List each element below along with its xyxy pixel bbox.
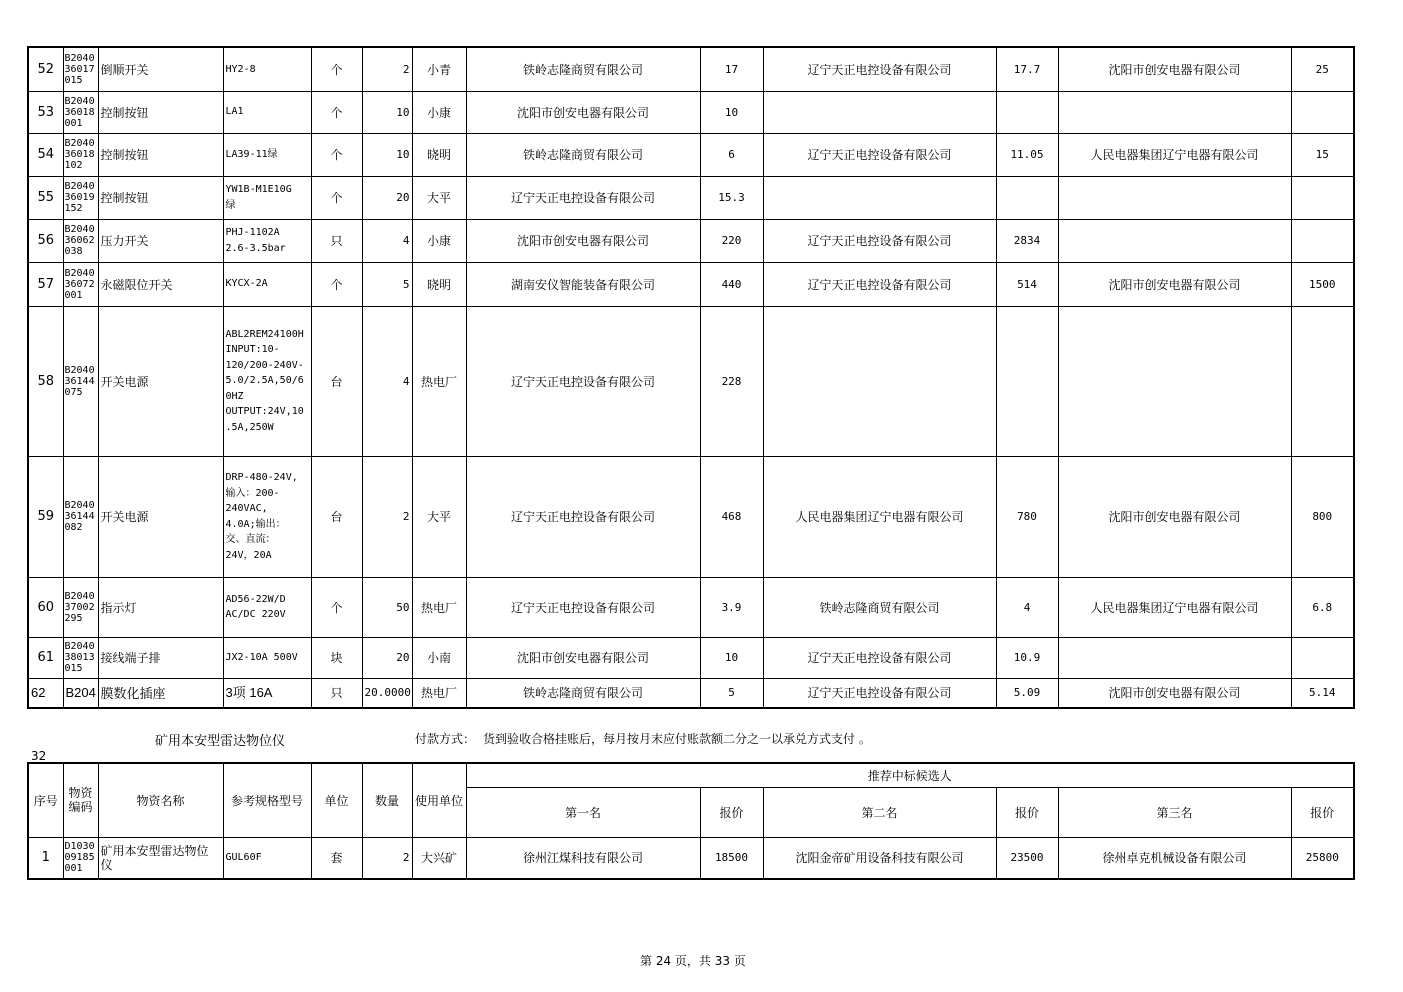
table-row [28, 456, 1354, 577]
row-code: B2040 36019 152 [63, 176, 98, 219]
row-spec: YW1B-M1E10G 绿 [223, 176, 311, 219]
row-name: 控制按钮 [98, 176, 223, 219]
row-supplier-1: 辽宁天正电控设备有限公司 [466, 176, 700, 219]
header-code: 物资 编码 [63, 763, 98, 837]
header-seq: 序号 [28, 763, 63, 837]
header-price-1: 报价 [700, 787, 763, 837]
header-candidates: 推荐中标候选人 [466, 763, 1354, 787]
row-unit: 只 [311, 219, 362, 262]
row-unit: 个 [311, 262, 362, 306]
row-name: 开关电源 [98, 456, 223, 577]
table-row [28, 47, 1354, 91]
row-name: 膜数化插座 [98, 678, 223, 708]
row-spec: GUL60F [223, 837, 311, 879]
row-unit: 块 [311, 637, 362, 678]
row-supplier-1: 湖南安仪智能装备有限公司 [466, 262, 700, 306]
row-seq: 56 [28, 219, 63, 262]
row-seq: 1 [28, 837, 63, 879]
row-price-1: 10 [700, 91, 763, 133]
header-price-2: 报价 [996, 787, 1058, 837]
row-supplier-3 [1058, 176, 1291, 219]
header-price-3: 报价 [1291, 787, 1354, 837]
section-number: 32 [31, 749, 47, 763]
row-price-3: 6.8 [1291, 577, 1354, 637]
row-supplier-2: 辽宁天正电控设备有限公司 [763, 219, 996, 262]
row-name: 压力开关 [98, 219, 223, 262]
row-seq: 60 [28, 577, 63, 637]
row-code: B2040 36017 015 [63, 47, 98, 91]
row-price-2: 2834 [996, 219, 1058, 262]
row-price-1: 6 [700, 133, 763, 176]
row-supplier-2: 辽宁天正电控设备有限公司 [763, 133, 996, 176]
table-row [28, 219, 1354, 262]
row-price-1: 468 [700, 456, 763, 577]
row-spec: LA1 [223, 91, 311, 133]
table-row [28, 637, 1354, 678]
row-price-2: 5.09 [996, 678, 1058, 708]
row-spec: 3项 16A [223, 678, 311, 708]
payment-label: 付款方式： [415, 732, 476, 746]
header-qty: 数量 [362, 763, 412, 837]
row-name: 控制按钮 [98, 133, 223, 176]
row-user: 晓明 [412, 133, 466, 176]
row-unit: 台 [311, 456, 362, 577]
row-price-2: 4 [996, 577, 1058, 637]
row-supplier-1: 铁岭志隆商贸有限公司 [466, 133, 700, 176]
row-code: D1030 09185 001 [63, 837, 98, 879]
row-supplier-3: 沈阳市创安电器有限公司 [1058, 456, 1291, 577]
row-code: B2040 36144 075 [63, 306, 98, 456]
row-supplier-1: 辽宁天正电控设备有限公司 [466, 456, 700, 577]
header-third: 第三名 [1058, 787, 1291, 837]
row-price-2 [996, 306, 1058, 456]
row-price-3: 25800 [1291, 837, 1354, 879]
row-name: 开关电源 [98, 306, 223, 456]
row-seq: 55 [28, 176, 63, 219]
page-footer: 第 24 页，共 33 页 [640, 954, 746, 968]
row-user: 大兴矿 [412, 837, 466, 879]
row-spec: HY2-8 [223, 47, 311, 91]
row-price-3 [1291, 176, 1354, 219]
row-price-1: 15.3 [700, 176, 763, 219]
row-spec: LA39-11绿 [223, 133, 311, 176]
row-qty: 2 [362, 47, 412, 91]
row-supplier-3 [1058, 91, 1291, 133]
row-price-3 [1291, 637, 1354, 678]
row-supplier-1: 铁岭志隆商贸有限公司 [466, 678, 700, 708]
row-seq: 57 [28, 262, 63, 306]
row-price-1: 220 [700, 219, 763, 262]
row-unit: 套 [311, 837, 362, 879]
row-user: 大平 [412, 176, 466, 219]
row-name: 永磁限位开关 [98, 262, 223, 306]
row-price-3: 15 [1291, 133, 1354, 176]
row-name: 控制按钮 [98, 91, 223, 133]
row-price-1: 10 [700, 637, 763, 678]
row-supplier-1: 沈阳市创安电器有限公司 [466, 637, 700, 678]
section-title: 矿用本安型雷达物位仪 [155, 734, 286, 749]
table-row [28, 837, 1354, 879]
row-supplier-3: 人民电器集团辽宁电器有限公司 [1058, 577, 1291, 637]
row-unit: 个 [311, 133, 362, 176]
row-price-2: 23500 [996, 837, 1058, 879]
row-supplier-1: 辽宁天正电控设备有限公司 [466, 577, 700, 637]
row-price-2 [996, 176, 1058, 219]
row-qty: 20 [362, 176, 412, 219]
row-price-3: 25 [1291, 47, 1354, 91]
table-row [28, 306, 1354, 456]
row-supplier-2: 辽宁天正电控设备有限公司 [763, 262, 996, 306]
row-price-1: 440 [700, 262, 763, 306]
row-price-3 [1291, 91, 1354, 133]
row-user: 大平 [412, 456, 466, 577]
header-second: 第二名 [763, 787, 996, 837]
row-price-3: 800 [1291, 456, 1354, 577]
row-user: 热电厂 [412, 678, 466, 708]
row-supplier-2: 铁岭志隆商贸有限公司 [763, 577, 996, 637]
row-supplier-3 [1058, 637, 1291, 678]
row-supplier-3: 人民电器集团辽宁电器有限公司 [1058, 133, 1291, 176]
row-name: 倒顺开关 [98, 47, 223, 91]
row-seq: 54 [28, 133, 63, 176]
row-spec: AD56-22W/D AC/DC 220V [223, 577, 311, 637]
table-row [28, 133, 1354, 176]
table-row [28, 91, 1354, 133]
header-user: 使用单位 [412, 763, 466, 837]
row-seq: 52 [28, 47, 63, 91]
row-supplier-1: 辽宁天正电控设备有限公司 [466, 306, 700, 456]
row-user: 小康 [412, 91, 466, 133]
row-seq: 61 [28, 637, 63, 678]
table-row [28, 678, 1354, 708]
materials-table-2 [27, 762, 1355, 880]
header-name: 物资名称 [98, 763, 223, 837]
row-supplier-3 [1058, 306, 1291, 456]
row-user: 小康 [412, 219, 466, 262]
row-spec: ABL2REM24100H INPUT:10- 120/200-240V- 5.0/2.5A,50/6 0HZ OUTPUT:24V,10 .5A,250W [223, 306, 311, 456]
row-seq: 58 [28, 306, 63, 456]
row-qty: 2 [362, 456, 412, 577]
row-price-1: 3.9 [700, 577, 763, 637]
row-supplier-2: 辽宁天正电控设备有限公司 [763, 678, 996, 708]
row-spec: JX2-10A 500V [223, 637, 311, 678]
row-unit: 只 [311, 678, 362, 708]
row-qty: 20.0000 [362, 678, 412, 708]
row-price-2 [996, 91, 1058, 133]
row-supplier-1: 沈阳市创安电器有限公司 [466, 91, 700, 133]
table-row [28, 176, 1354, 219]
row-unit: 台 [311, 306, 362, 456]
header-spec: 参考规格型号 [223, 763, 311, 837]
row-code: B2040 36072 001 [63, 262, 98, 306]
row-supplier-2 [763, 306, 996, 456]
row-supplier-3 [1058, 219, 1291, 262]
row-code: B2040 36062 038 [63, 219, 98, 262]
row-user: 晓明 [412, 262, 466, 306]
row-user: 小青 [412, 47, 466, 91]
row-supplier-3: 沈阳市创安电器有限公司 [1058, 47, 1291, 91]
table-row [28, 577, 1354, 637]
row-supplier-3: 徐州卓克机械设备有限公司 [1058, 837, 1291, 879]
row-qty: 10 [362, 133, 412, 176]
header-unit: 单位 [311, 763, 362, 837]
row-price-1: 17 [700, 47, 763, 91]
row-supplier-2 [763, 176, 996, 219]
row-spec: KYCX-2A [223, 262, 311, 306]
row-price-2: 17.7 [996, 47, 1058, 91]
table-row [28, 262, 1354, 306]
row-supplier-3: 沈阳市创安电器有限公司 [1058, 678, 1291, 708]
row-unit: 个 [311, 577, 362, 637]
materials-table-1 [27, 46, 1355, 709]
row-qty: 10 [362, 91, 412, 133]
row-code: B2040 36018 001 [63, 91, 98, 133]
row-price-1: 18500 [700, 837, 763, 879]
row-name: 接线端子排 [98, 637, 223, 678]
row-code: B2040 38013 015 [63, 637, 98, 678]
row-seq: 62 [28, 678, 63, 708]
row-supplier-2: 人民电器集团辽宁电器有限公司 [763, 456, 996, 577]
row-price-3: 5.14 [1291, 678, 1354, 708]
row-price-2: 10.9 [996, 637, 1058, 678]
row-price-3 [1291, 219, 1354, 262]
row-supplier-1: 沈阳市创安电器有限公司 [466, 219, 700, 262]
row-qty: 4 [362, 219, 412, 262]
row-price-1: 228 [700, 306, 763, 456]
header-first: 第一名 [466, 787, 700, 837]
row-supplier-2 [763, 91, 996, 133]
row-spec: PHJ-1102A 2.6-3.5bar [223, 219, 311, 262]
row-price-3 [1291, 306, 1354, 456]
row-supplier-3: 沈阳市创安电器有限公司 [1058, 262, 1291, 306]
row-supplier-2: 沈阳金帝矿用设备科技有限公司 [763, 837, 996, 879]
row-name: 指示灯 [98, 577, 223, 637]
row-supplier-2: 辽宁天正电控设备有限公司 [763, 637, 996, 678]
row-user: 热电厂 [412, 306, 466, 456]
row-qty: 5 [362, 262, 412, 306]
row-supplier-1: 铁岭志隆商贸有限公司 [466, 47, 700, 91]
row-code: B2040 36018 102 [63, 133, 98, 176]
payment-text: 货到验收合格挂账后，每月按月末应付账款额二分之一以承兑方式支付 。 [483, 732, 871, 746]
row-qty: 4 [362, 306, 412, 456]
row-price-3: 1500 [1291, 262, 1354, 306]
row-code: B204 [63, 678, 98, 708]
row-spec: DRP-480-24V, 输入：200- 240VAC, 4.0A;输出： 交、直流： 24V，20A [223, 456, 311, 577]
row-qty: 2 [362, 837, 412, 879]
row-qty: 50 [362, 577, 412, 637]
row-seq: 59 [28, 456, 63, 577]
row-price-2: 780 [996, 456, 1058, 577]
row-code: B2040 37002 295 [63, 577, 98, 637]
row-seq: 53 [28, 91, 63, 133]
row-code: B2040 36144 082 [63, 456, 98, 577]
row-supplier-1: 徐州江煤科技有限公司 [466, 837, 700, 879]
row-user: 热电厂 [412, 577, 466, 637]
row-unit: 个 [311, 47, 362, 91]
row-price-1: 5 [700, 678, 763, 708]
row-unit: 个 [311, 176, 362, 219]
row-name: 矿用本安型雷达物位 仪 [98, 837, 223, 879]
row-price-2: 514 [996, 262, 1058, 306]
row-price-2: 11.05 [996, 133, 1058, 176]
row-unit: 个 [311, 91, 362, 133]
row-supplier-2: 辽宁天正电控设备有限公司 [763, 47, 996, 91]
row-user: 小南 [412, 637, 466, 678]
row-qty: 20 [362, 637, 412, 678]
